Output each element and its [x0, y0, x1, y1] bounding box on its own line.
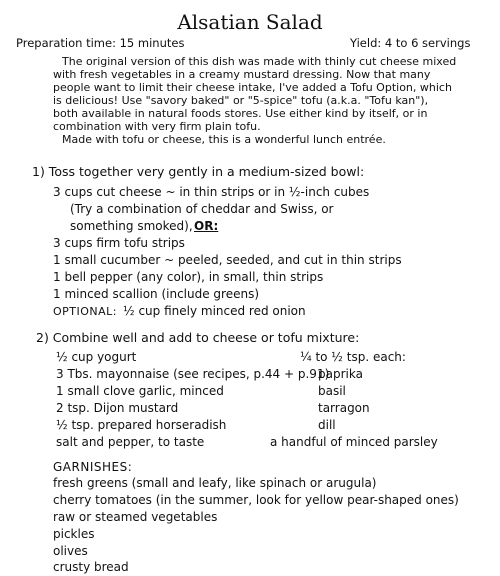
spice-item: paprika — [318, 367, 363, 381]
recipe-title: Alsatian Salad — [177, 10, 323, 34]
dressing-line: ½ tsp. prepared horseradish — [56, 418, 227, 432]
ingredient-line: 1 bell pepper (any color), in small, thin strips — [53, 270, 324, 284]
intro-line: people want to limit their cheese intake, I've added a Tofu Option, which — [53, 81, 452, 94]
spice-item: dill — [318, 418, 336, 432]
ingredient-line: 1 minced scallion (include greens) — [53, 287, 260, 301]
garnish-item: fresh greens (small and leafy, like spinach or arugula) — [53, 476, 377, 490]
ingredient-note: something smoked), — [70, 219, 193, 233]
intro-line: The original version of this dish was made with thinly cut cheese mixed — [62, 55, 457, 68]
dressing-line: 1 small clove garlic, minced — [56, 384, 224, 398]
garnish-item: crusty bread — [53, 560, 129, 574]
ingredient-line: 3 cups cut cheese ~ in thin strips or in ½-inch cubes — [53, 185, 370, 199]
garnishes-heading: GARNISHES: — [53, 460, 133, 474]
step-2-heading: 2) Combine well and add to cheese or tofu mixture: — [36, 330, 360, 345]
ingredient-line: ½ cup finely minced red onion — [123, 304, 306, 318]
intro-line: Made with tofu or cheese, this is a wonderful lunch entrée. — [62, 133, 386, 146]
dressing-line: 2 tsp. Dijon mustard — [56, 401, 179, 415]
optional-label: OPTIONAL: — [53, 305, 118, 318]
prep-time: Preparation time: 15 minutes — [16, 36, 185, 50]
spice-item: basil — [318, 384, 346, 398]
ingredient-line: 3 cups firm tofu strips — [53, 236, 185, 250]
garnish-item: pickles — [53, 527, 95, 541]
dressing-line: ½ cup yogurt — [56, 350, 137, 364]
garnish-item: cherry tomatoes (in the summer, look for yellow pear-shaped ones) — [53, 493, 459, 507]
spice-item: a handful of minced parsley — [270, 435, 438, 449]
dressing-line: salt and pepper, to taste — [56, 435, 205, 449]
step-1-heading: 1) Toss together very gently in a medium-sized bowl: — [32, 164, 365, 179]
ingredient-note: (Try a combination of cheddar and Swiss, or — [70, 202, 334, 216]
yield: Yield: 4 to 6 servings — [350, 36, 471, 50]
intro-line: both available in natural foods stores. Use either kind by itself, or in — [53, 107, 428, 120]
or-label: OR: — [194, 219, 219, 233]
garnish-item: raw or steamed vegetables — [53, 510, 218, 524]
dressing-line: 3 Tbs. mayonnaise (see recipes, p.44 + p.91) — [56, 367, 330, 381]
spice-item: tarragon — [318, 401, 370, 415]
spices-header: ¼ to ½ tsp. each: — [300, 350, 406, 364]
ingredient-line: 1 small cucumber ~ peeled, seeded, and cut in thin strips — [53, 253, 402, 267]
intro-line: is delicious! Use "savory baked" or "5-spice" tofu (a.k.a. "Tofu kan"), — [53, 94, 429, 107]
garnish-item: olives — [53, 544, 88, 558]
intro-line: with fresh vegetables in a creamy mustard dressing. Now that many — [53, 68, 431, 81]
intro-line: combination with very firm plain tofu. — [53, 120, 261, 133]
